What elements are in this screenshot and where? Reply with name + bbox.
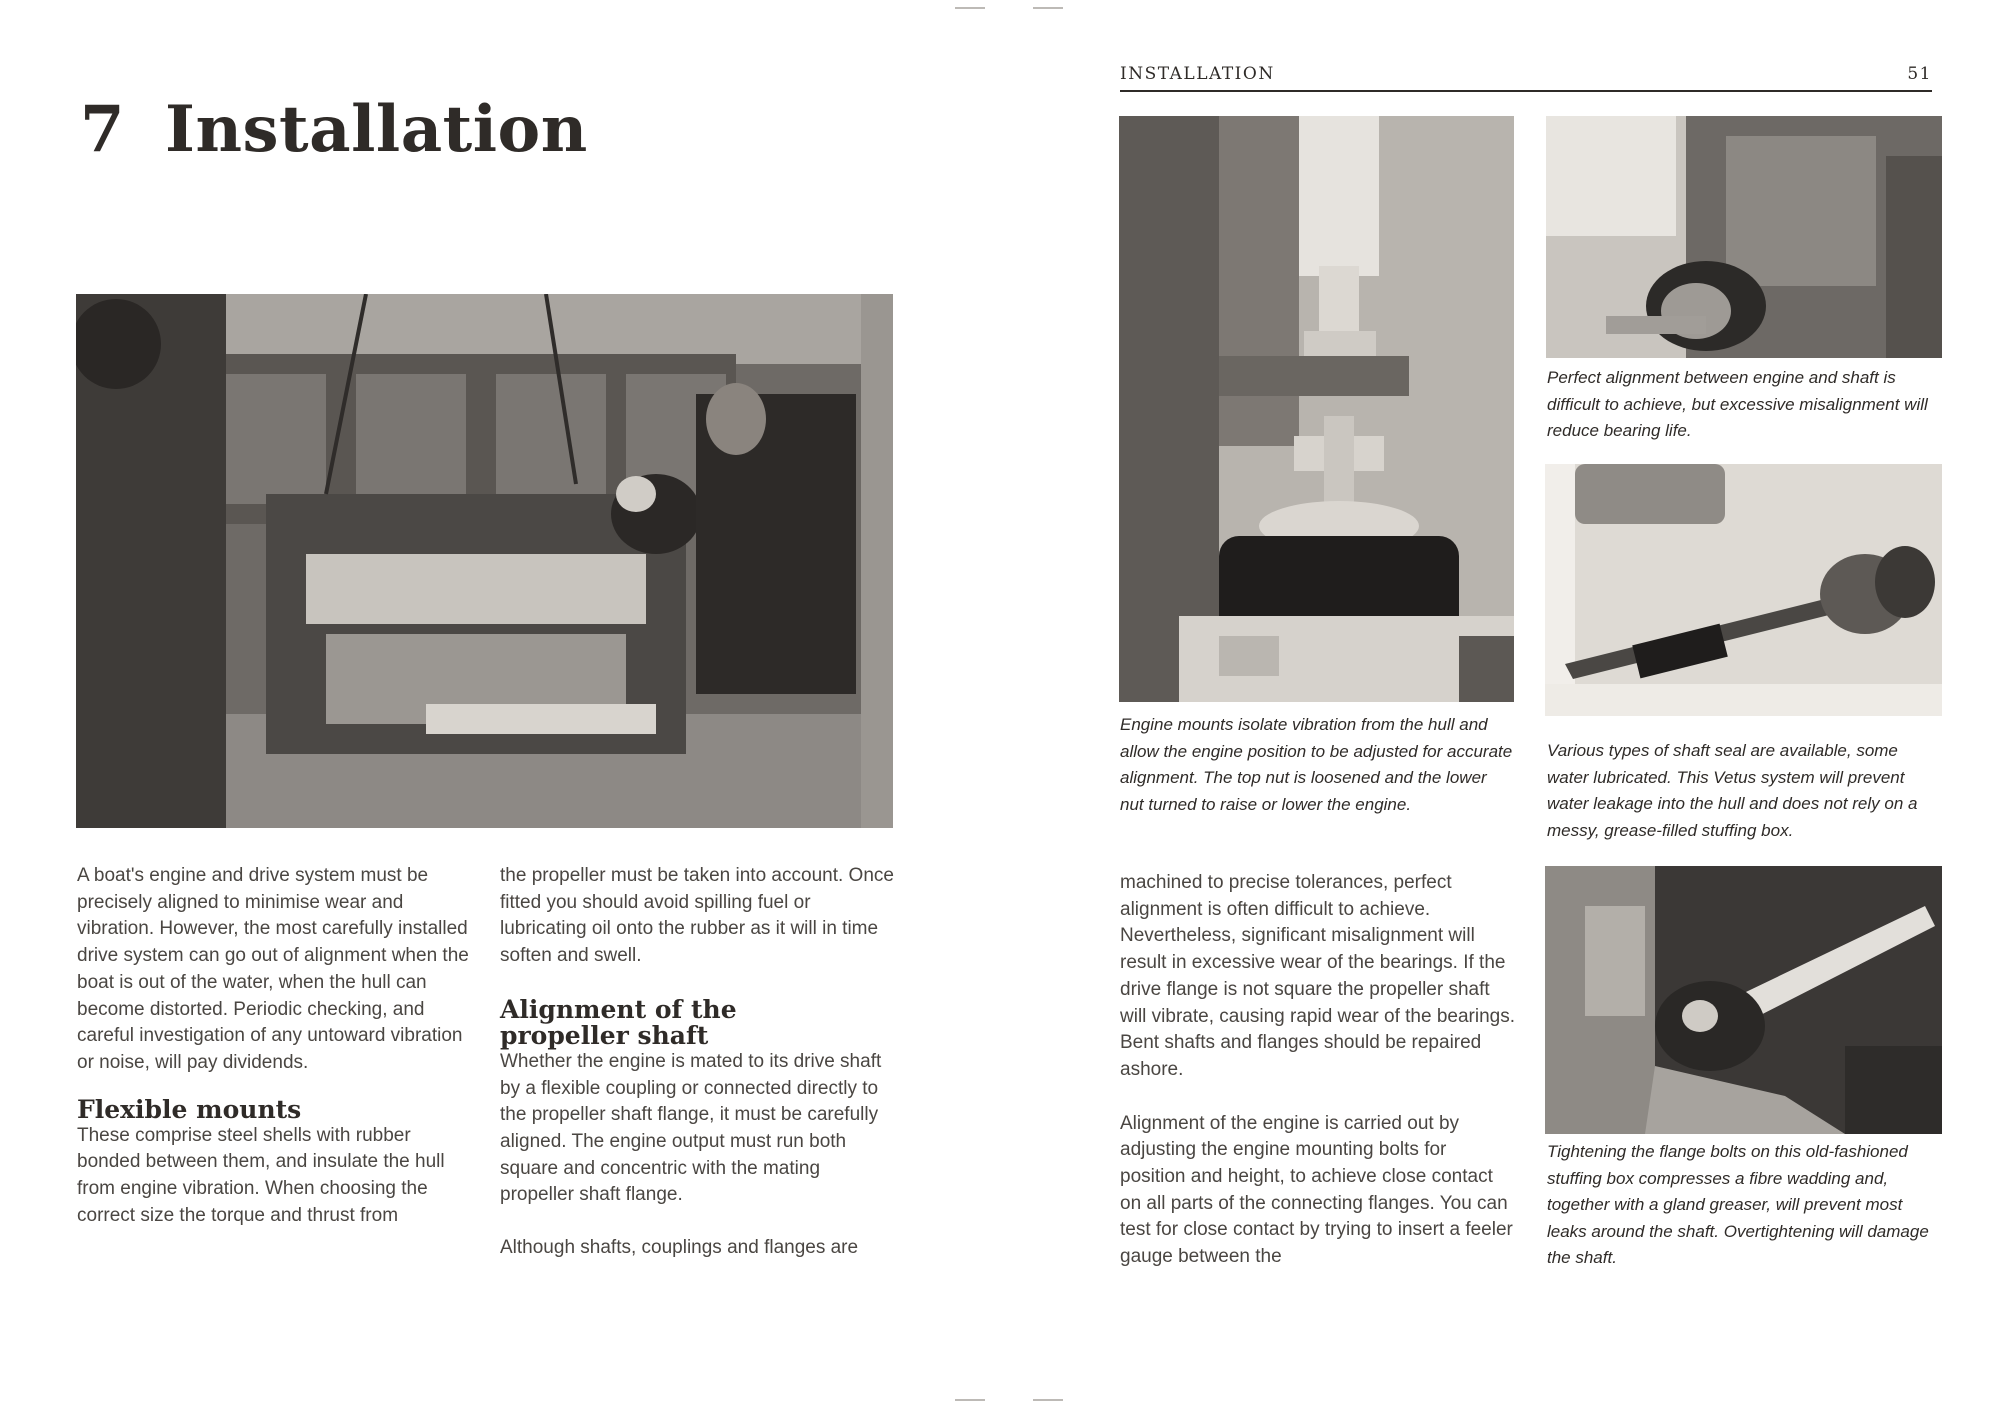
flange-bolts-caption-block	[1547, 1139, 1943, 1272]
alignment-caption-block	[1547, 365, 1943, 445]
flange-bolts-caption: Tightening the flange bolts on this old-fashioned stuffing box compresses a fibre wadding and, together with a gland greaser, will prevent most leaks around the shaft. Overtightening will damage the shaft.	[1547, 1142, 1929, 1267]
engine-mounts-caption-block	[1120, 712, 1515, 818]
left-column-1	[77, 863, 472, 1229]
alignment-heading-line2: propeller shaft	[500, 1020, 709, 1050]
intro-paragraph: A boat's engine and drive system must be precisely aligned to minimise wear and vibration. However, the most carefully installed drive system can go out of alignment when the boat is out of the water, when the hull can become distorted. Periodic checking, and careful investigation of any untoward vibration or noise, will pay dividends.	[77, 865, 469, 1073]
shaft-seal-photo	[1545, 464, 1942, 716]
alignment-caption: Perfect alignment between engine and shaft is difficult to achieve, but excessive misalignment will reduce bearing life.	[1547, 368, 1928, 440]
alignment-text: Whether the engine is mated to its drive shaft by a flexible coupling or connected directly to the propeller shaft flange, it must be carefully aligned. The engine output must run both square and concentric with the mating propeller shaft flange.	[500, 1050, 882, 1206]
chapter-heading	[80, 92, 588, 167]
right-page	[1000, 0, 2000, 1402]
page-number: 51	[1907, 64, 1932, 84]
alignment-heading	[500, 994, 895, 1050]
chapter-number: 7	[80, 92, 126, 167]
alignment-text-continued: Although shafts, couplings and flanges are	[500, 1237, 859, 1259]
left-column-2	[500, 863, 895, 1262]
gearbox-flange-photo	[1546, 116, 1942, 358]
stuffing-box-photo	[1545, 866, 1942, 1134]
alignment-heading-line1: Alignment of the	[500, 994, 737, 1024]
engine-mounts-caption: Engine mounts isolate vibration from the hull and allow the engine position to be adjusted for accurate alignment. The top nut is loosened and the lower nut turned to raise or lower the engine.	[1120, 715, 1513, 814]
running-head-title: INSTALLATION	[1120, 64, 1275, 84]
shaft-seal-caption: Various types of shaft seal are available, some water lubricated. This Vetus system will prevent water leakage into the hull and does not rely on a messy, grease-filled stuffing box.	[1547, 741, 1918, 840]
shaft-seal-caption-block	[1547, 738, 1943, 844]
chapter-title: Installation	[165, 92, 588, 167]
flexible-mounts-text: These comprise steel shells with rubber bonded between them, and insulate the hull from engine vibration. When choosing the correct size the torque and thrust from	[77, 1124, 445, 1226]
running-head	[1120, 64, 1932, 92]
flexible-mounts-heading: Flexible mounts	[77, 1094, 302, 1124]
right-text-para1: machined to precise tolerances, perfect alignment is often difficult to achieve. Nevertheless, significant misalignment will result in excessive wear of the bearings. If the drive flange is not square the propeller shaft will vibrate, causing rapid wear of the bearings. Bent shafts and flanges should be repaired ashore.	[1120, 872, 1515, 1080]
engine-installation-photo	[76, 294, 893, 828]
engine-mount-photo	[1119, 116, 1514, 702]
column2-continuation: the propeller must be taken into account. Once fitted you should avoid spilling fuel or lubricating oil onto the rubber as it will in time soften and swell.	[500, 865, 894, 967]
right-text-para2: Alignment of the engine is carried out by adjusting the engine mounting bolts for position and height, to achieve close contact on all parts of the connecting flanges. You can test for close contact by trying to insert a feeler gauge between the	[1120, 1112, 1513, 1268]
right-text-column	[1120, 870, 1515, 1271]
